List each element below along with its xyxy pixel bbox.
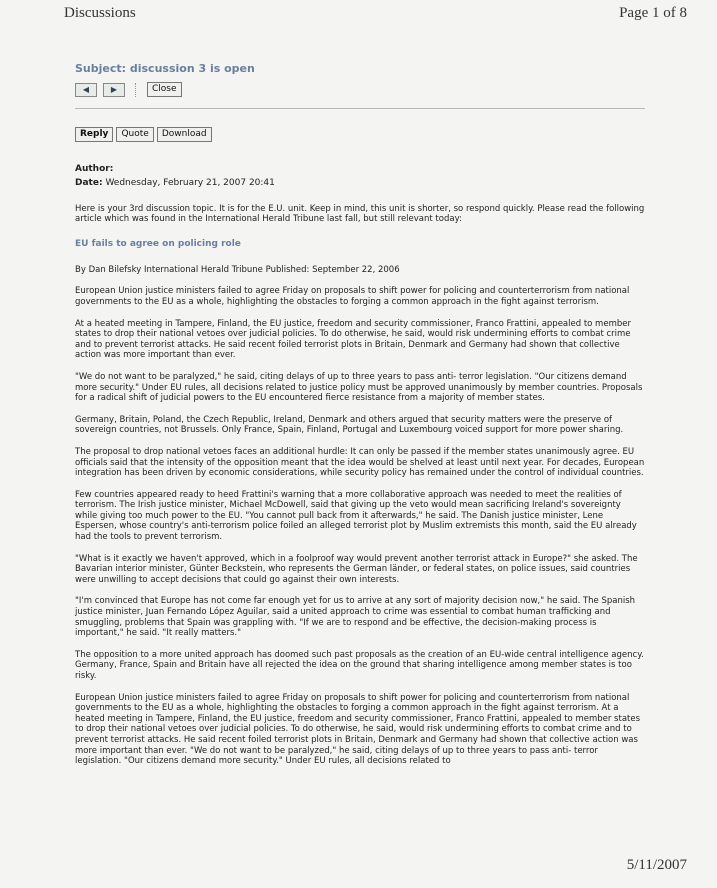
next-message-button[interactable]: [103, 83, 125, 97]
print-header: [0, 5, 717, 29]
article-paragraph: The proposal to drop national vetoes faces an additional hurdle: It can only be passed if the member states unanimously agree. EU officials said that the intensity of the opposition meant that the idea would be shelved at least until next year. For decades, European integration has been driven by economic considerations, while security policy has remained under the control of individual countries.: [75, 446, 645, 479]
article-paragraph: Few countries appeared ready to heed Frattini's warning that a more collaborative approach was needed to meet the realities of terrorism. The Irish justice minister, Michael McDowell, said that giving up the veto would mean sacrificing Ireland's sovereignty while giving too much power to the EU. "You cannot pull back from it afterwards," he said. The Danish justice minister, Lene Espersen, whose country's anti-terrorism police foiled an alleged terrorist plot by Muslim extremists this month, said the EU already had the tools to prevent terrorism.: [75, 489, 637, 543]
header-divider: [75, 108, 645, 109]
article-paragraph: At a heated meeting in Tampere, Finland, the EU justice, freedom and security commissioner, Franco Frattini, appealed to member states to drop their national vetoes over judicial policies. To do otherwise, he said, would risk undermining efforts to combat crime and to prevent terrorist attacks. He said recent foiled terrorist plots in Britain, Denmark and Germany had shown that collective action was more important than ever.: [75, 318, 631, 361]
date-value: Wednesday, February 21, 2007 20:41: [105, 177, 275, 188]
article-paragraph: The opposition to a more united approach has doomed such past proposals as the creation of an EU-wide central intelligence agency. Germany, France, Spain and Britain have all rejected the idea on the ground that sharing intelligence among member states is too risky.: [75, 649, 644, 681]
message-meta: [75, 162, 645, 190]
article-byline: By Dan Bilefsky International Herald Tribune Published: September 22, 2006: [75, 264, 400, 275]
quote-button[interactable]: Quote: [116, 127, 153, 142]
date-line: [75, 176, 645, 190]
previous-message-button[interactable]: [75, 83, 97, 97]
article-paragraph: European Union justice ministers failed to agree Friday on proposals to shift power for policing and counterterrorism from national governments to the EU as a whole, highlighting the obstacles to forging a common approach in the fight against terrorism.: [75, 286, 630, 307]
article-paragraph: "I'm convinced that Europe has not come far enough yet for us to arrive at any sort of majority decision now," he said. The Spanish justice minister, Juan Fernando López Aguilar, said a united approach to crime was essential to combat human trafficking and smuggling, problems that Spain was grappling with. "If we are to respond and be effective, the decision-making process is important," he said. "It really matters.": [75, 596, 636, 639]
print-header-page-count: Page 1 of 8: [619, 5, 687, 21]
print-header-title: Discussions: [64, 5, 136, 21]
arrow-left-icon: ◀: [82, 85, 90, 95]
toolbar-divider: [135, 83, 137, 97]
message-actions: [75, 127, 645, 142]
article-paragraph: Germany, Britain, Poland, the Czech Republic, Ireland, Denmark and others argued that security matters were the preserve of sovereign countries, not Brussels. Only France, Spain, Finland, Portugal and Luxembourg voiced support for more power sharing.: [75, 414, 624, 436]
article-paragraph: "We do not want to be paralyzed," he said, citing delays of up to three years to pass anti- terror legislation. "Our citizens demand more security." Under EU rules, all decisions related to justice policy must be approved unanimously by member countries. Proposals for a radical shift of judicial powers to the EU encountered fierce resistance from a majority of member states.: [75, 371, 643, 404]
article-paragraph: "What is it exactly we haven't approved, which in a foolproof way would prevent another terrorist attack in Europe?" she asked. The Bavarian interior minister, Günter Beckstein, who represents the German länder, or federal states, on police issues, said countries were unwilling to accept decisions that could go against their own interests.: [75, 553, 638, 585]
author-label: Author:: [75, 163, 114, 174]
message-toolbar: [75, 81, 645, 99]
print-footer-date: 5/11/2007: [626, 857, 687, 873]
article-paragraph: European Union justice ministers failed to agree Friday on proposals to shift power for policing and counterterrorism from national governments to the EU as a whole, highlighting the obstacles to forging a common approach in the fight against terrorism. At a heated meeting in Tampere, Finland, the EU justice, freedom and security commissioner, Franco Frattini, appealed to member states to drop their national vetoes over judicial policies. To do otherwise, he said, would risk undermining efforts to combat crime and to prevent terrorist attacks. He said recent foiled terrorist plots in Britain, Denmark and Germany had shown that collective action was more important than ever. "We do not want to be paralyzed," he said, citing delays of up to three years to pass anti- terror legislation. "Our citizens demand more security." Under EU rules, all decisions related to: [75, 692, 641, 767]
date-label: Date:: [75, 177, 103, 188]
article-title: EU fails to agree on policing role: [75, 238, 241, 249]
message-view: [75, 64, 645, 778]
intro-text: Here is your 3rd discussion topic. It is for the E.U. unit. Keep in mind, this unit is shorter, so respond quickly. Please read the following article which was found in the International Herald Tribune last fall, but still relevant today:: [75, 203, 645, 225]
author-line: [75, 162, 645, 176]
download-button[interactable]: Download: [157, 127, 212, 142]
reply-button[interactable]: Reply: [75, 127, 113, 142]
arrow-right-icon: ▶: [110, 85, 118, 95]
article-body: [75, 286, 645, 766]
message-subject: Subject: discussion 3 is open: [75, 62, 255, 75]
close-button[interactable]: Close: [147, 82, 182, 97]
